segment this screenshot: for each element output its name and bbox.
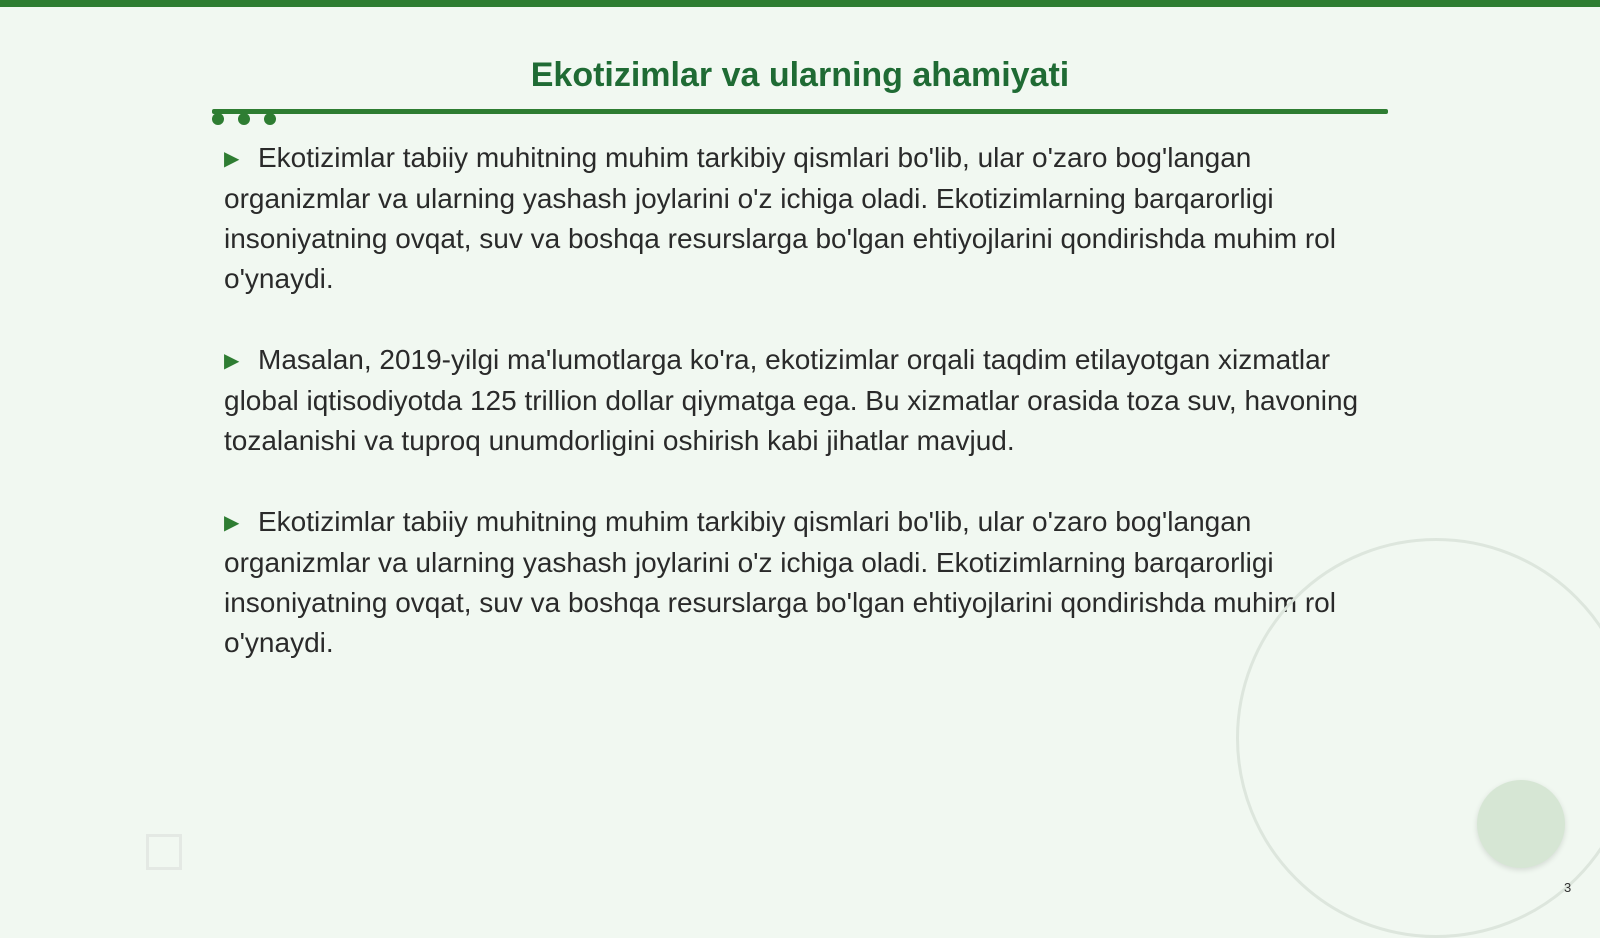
triangle-right-icon: ▶ [224, 512, 240, 534]
decorative-dot [212, 113, 224, 125]
bullet-text: Masalan, 2019-yilgi ma'lumotlarga ko'ra, ekotizimlar orqali taqdim etilayotgan xizmatlar global iqtisodiyotda 125 trillion dollar qiymatga ega. Bu xizmatlar orasida toza suv, havoning tozalanishi va tuproq unumdorligini oshirish kabi jihatlar mavjud. [224, 344, 1359, 456]
bullet-text: Ekotizimlar tabiiy muhitning muhim tarkibiy qismlari bo'lib, ular o'zaro bog'langan organizmlar va ularning yashash joylarini o'z ichiga oladi. Ekotizimlarning barqarorligi insoniyatning ovqat, suv va boshqa resurslarga bo'lgan ehtiyojlarini qondirishda muhim rol o'ynaydi. [224, 142, 1336, 294]
bullet-item [224, 138, 1384, 299]
bullet-item [224, 340, 1384, 461]
page-number: 3 [1564, 880, 1572, 895]
triangle-right-icon: ▶ [224, 350, 240, 372]
decorative-square [146, 834, 182, 870]
decorative-dot [238, 113, 250, 125]
bullet-list [224, 138, 1384, 704]
bullet-text: Ekotizimlar tabiiy muhitning muhim tarkibiy qismlari bo'lib, ular o'zaro bog'langan organizmlar va ularning yashash joylarini o'z ichiga oladi. Ekotizimlarning barqarorligi insoniyatning ovqat, suv va boshqa resurslarga bo'lgan ehtiyojlarini qondirishda muhim rol o'ynaydi. [224, 506, 1336, 658]
top-accent-bar [0, 0, 1600, 7]
title-underline [212, 109, 1388, 114]
bullet-item [224, 502, 1384, 663]
triangle-right-icon: ▶ [224, 148, 240, 170]
decorative-dot [264, 113, 276, 125]
decorative-disc [1477, 780, 1565, 868]
slide-title: Ekotizimlar va ularning ahamiyati [530, 56, 1070, 94]
